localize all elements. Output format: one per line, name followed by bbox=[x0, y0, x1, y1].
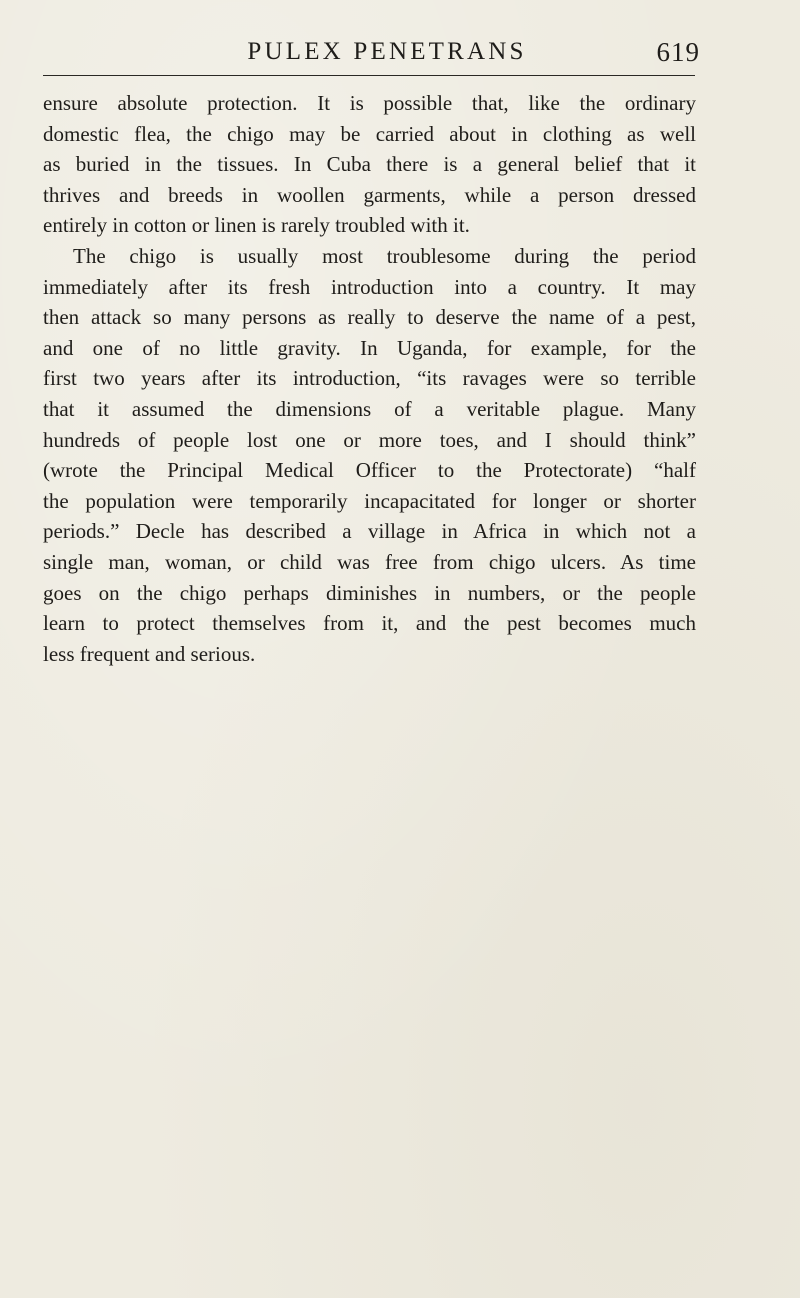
header-rule bbox=[43, 75, 695, 76]
text-line: The chigo is usually most troublesome during the period bbox=[73, 243, 696, 268]
text-line: entirely in cotton or linen is rarely troubled with it. bbox=[43, 213, 470, 238]
text-line: periods.” Decle has described a village in Africa in which not a bbox=[43, 519, 696, 544]
text-line: the population were temporarily incapacitated for longer or shorter bbox=[43, 488, 696, 513]
text-line: ensure absolute protection. It is possible that, like the ordinary bbox=[43, 91, 696, 115]
text-line: thrives and breeds in woollen garments, while a person dressed bbox=[43, 182, 696, 207]
text-line: first two years after its introduction, “its ravages were so terrible bbox=[43, 366, 696, 391]
text-line: and one of no little gravity. In Uganda, for example, for the bbox=[43, 335, 696, 360]
page-number: 619 bbox=[656, 37, 700, 67]
text-line: then attack so many persons as really to deserve the name of a pest, bbox=[43, 305, 696, 330]
text-line: single man, woman, or child was free from chigo ulcers. As time bbox=[43, 549, 696, 574]
running-title: PULEX PENETRANS bbox=[247, 38, 527, 65]
text-line: learn to protect themselves from it, and the pest becomes much bbox=[43, 611, 696, 636]
text-line: less frequent and serious. bbox=[43, 641, 256, 666]
text-line: as buried in the tissues. In Cuba there is a general belief that it bbox=[43, 152, 696, 177]
text-line: goes on the chigo perhaps diminishes in numbers, or the people bbox=[43, 580, 696, 605]
text-line: (wrote the Principal Medical Officer to the Protectorate) “half bbox=[43, 458, 696, 483]
running-head bbox=[0, 36, 800, 72]
body-text bbox=[43, 88, 696, 669]
text-line: immediately after its fresh introduction into a country. It may bbox=[43, 274, 696, 299]
text-line: hundreds of people lost one or more toes, and I should think” bbox=[43, 427, 696, 452]
text-line: domestic flea, the chigo may be carried about in clothing as well bbox=[43, 121, 696, 146]
text-line: that it assumed the dimensions of a veritable plague. Many bbox=[43, 396, 696, 421]
